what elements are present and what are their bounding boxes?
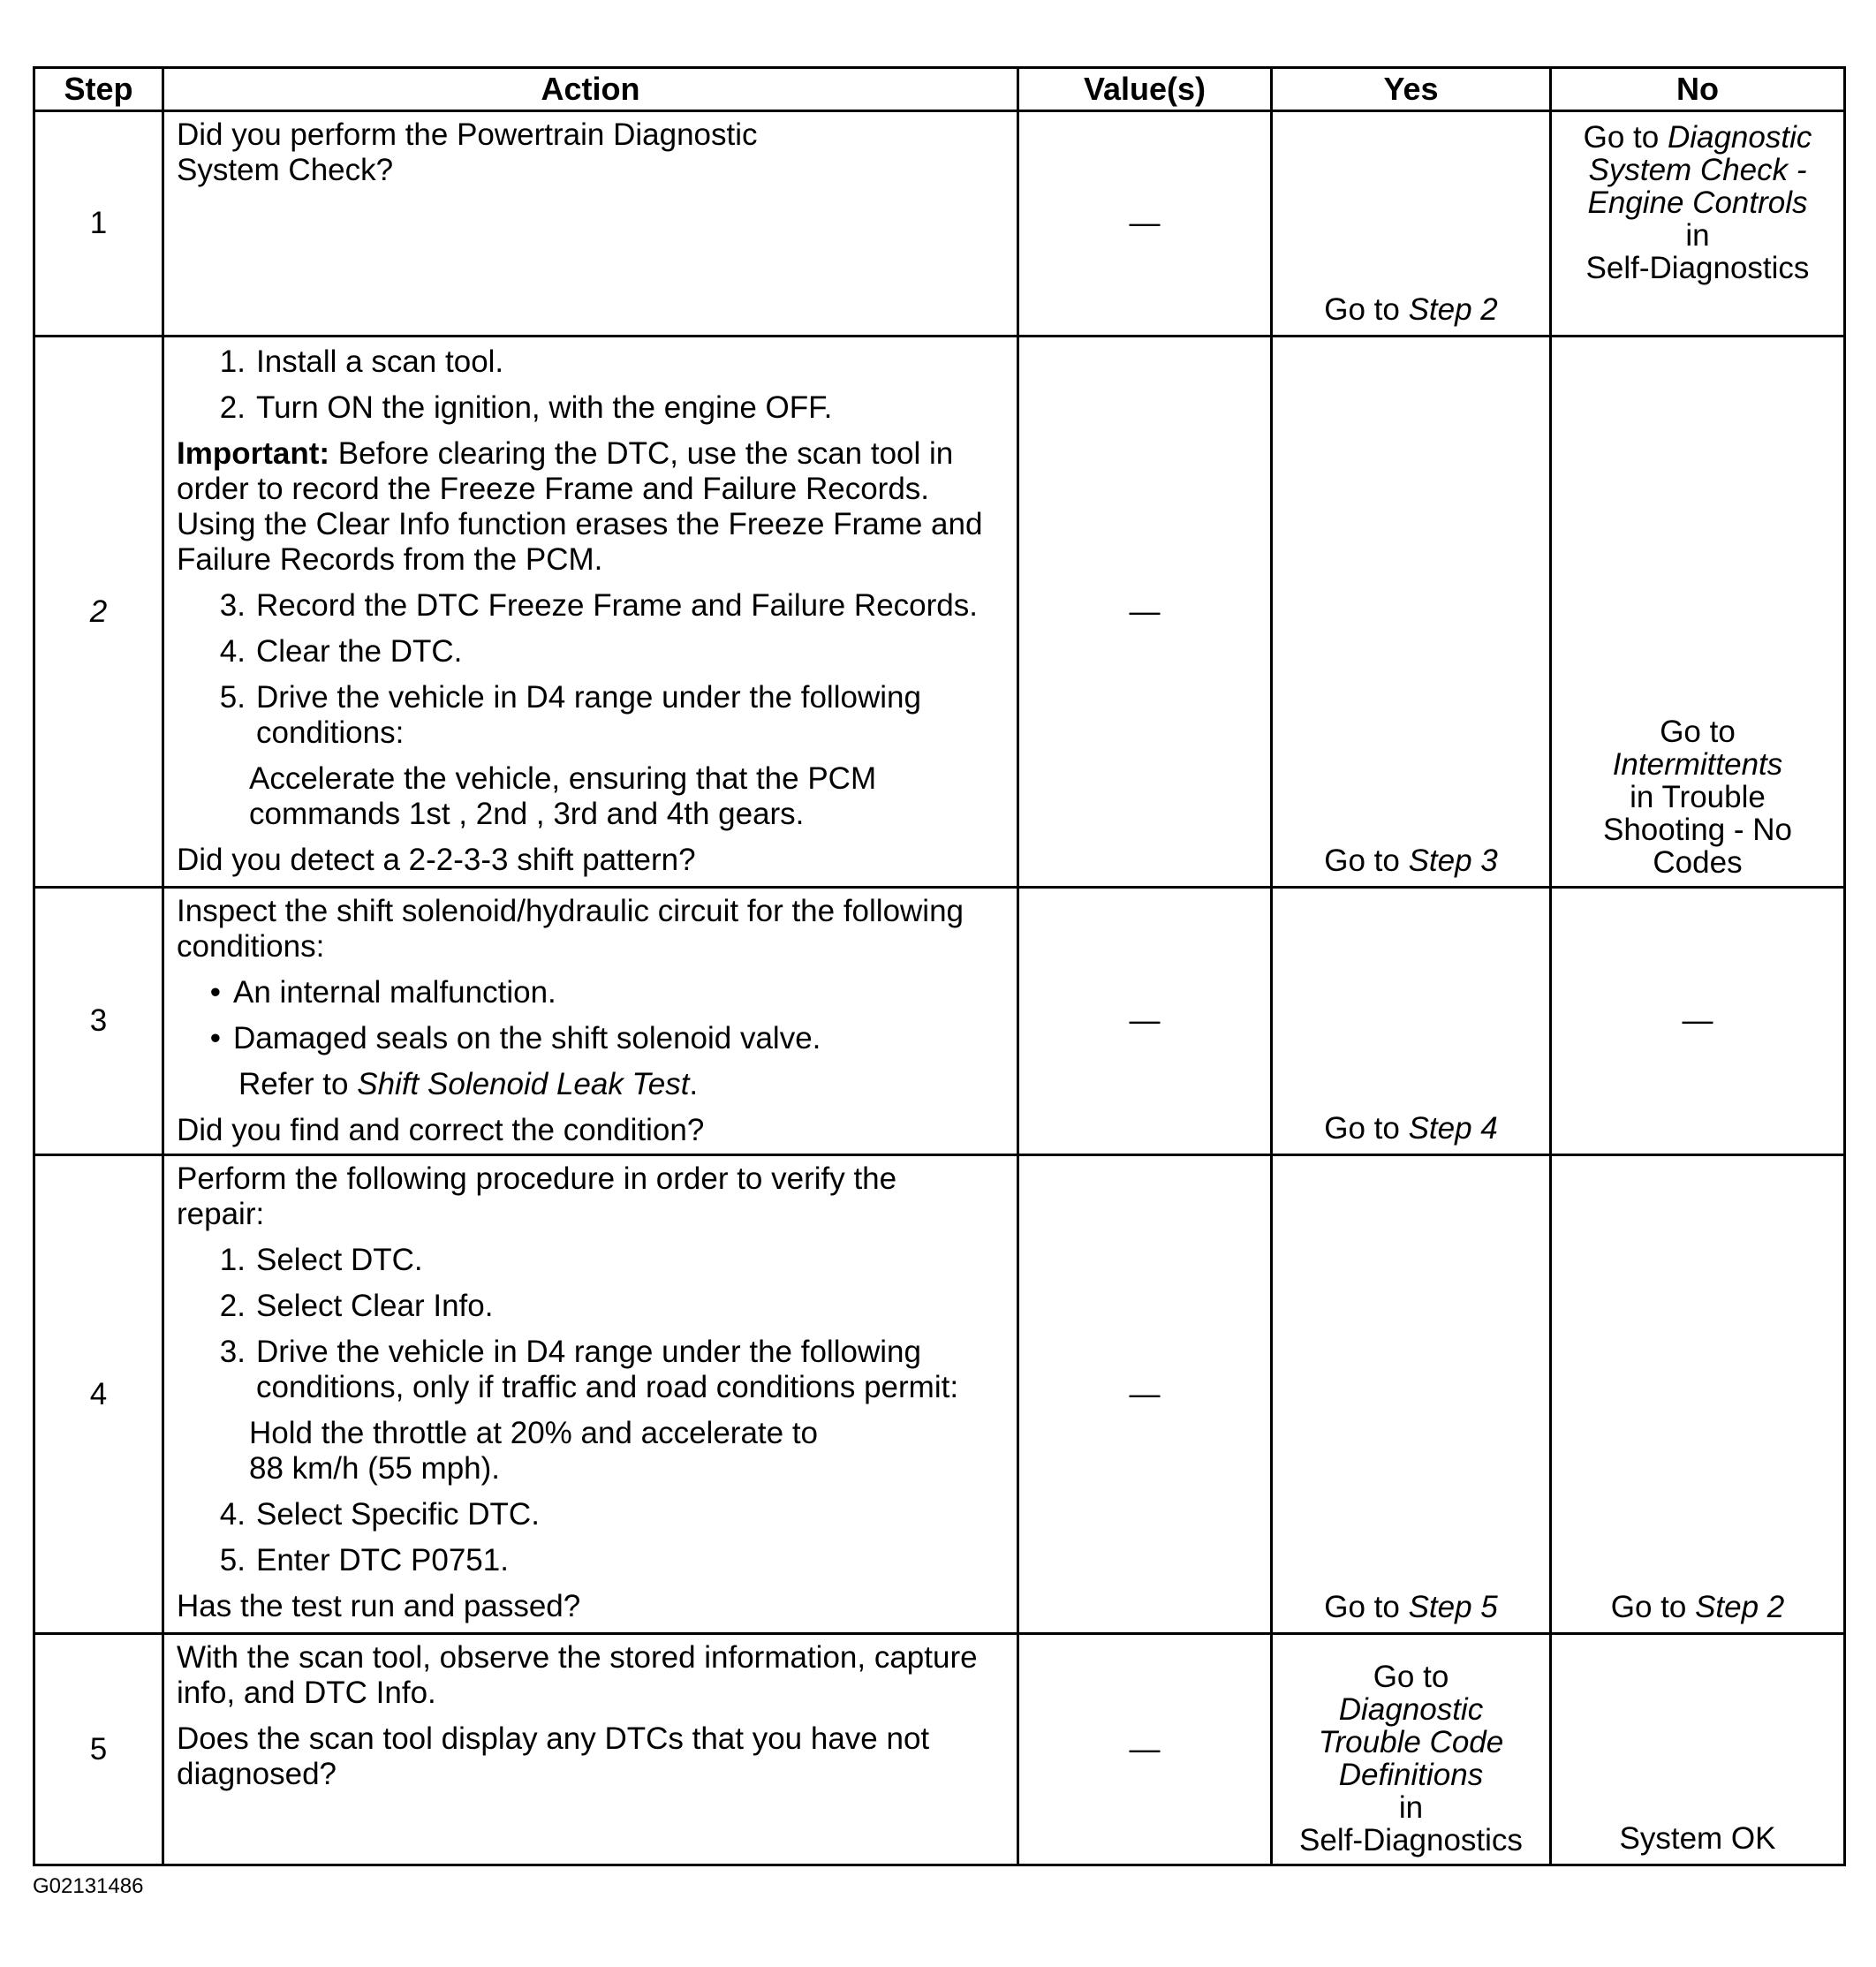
intro-text: Inspect the shift solenoid/hydraulic circuit for the following conditions:: [177, 894, 964, 964]
no-rest: in Trouble Shooting - No Codes: [1602, 780, 1793, 880]
list-item: 2. Turn ON the ignition, with the engine OFF.: [219, 390, 833, 425]
value-text: —: [1129, 1376, 1161, 1411]
value-text: —: [1129, 206, 1161, 240]
list-item: 3. Record the DTC Freeze Frame and Failure Records.: [219, 588, 978, 623]
list-item: 4. Clear the DTC.: [219, 634, 463, 669]
important-label: Important:: [177, 436, 330, 471]
list-item: 5. Drive the vehicle in D4 range under the following conditions:: [177, 680, 1006, 751]
list-item: 4. Select Specific DTC.: [219, 1497, 540, 1532]
table-row-step-4: [34, 1155, 1845, 1634]
no-link-diagnostic-system-check[interactable]: Diagnostic System Check - Engine Controls: [1587, 120, 1812, 220]
table-row-step-3: [34, 888, 1845, 1155]
yes-prefix: Go to: [1324, 1590, 1400, 1624]
list-item-text: Turn ON the ignition, with the engine OFF.: [256, 390, 833, 425]
yes-cell: [1272, 111, 1551, 337]
step-number: 3: [34, 888, 163, 1155]
yes-doc: Self-Diagnostics: [1299, 1823, 1523, 1857]
table-row-step-2: [34, 337, 1845, 888]
step-number: 1: [34, 111, 163, 337]
action-cell: [163, 111, 1018, 337]
value-text: —: [1129, 1731, 1161, 1767]
value-text: —: [1129, 594, 1161, 629]
action-cell: [163, 1634, 1018, 1865]
value-cell: [1018, 888, 1272, 1155]
no-cell: [1551, 111, 1845, 337]
action-cell: [163, 337, 1018, 888]
yes-link-step-3[interactable]: Step 3: [1408, 844, 1498, 878]
header-action: Action: [163, 68, 1018, 111]
question-text: Has the test run and passed?: [177, 1589, 581, 1623]
list-item: 3. Drive the vehicle in D4 range under the following conditions, only if traffic and road conditions permit:: [177, 1335, 1006, 1405]
no-prefix: Go to: [1583, 120, 1660, 155]
list-item: 2. Select Clear Info.: [219, 1289, 494, 1323]
yes-cell: [1272, 1155, 1551, 1634]
important-note: [177, 436, 1006, 578]
header-yes: Yes: [1272, 68, 1551, 111]
yes-cell: [1272, 337, 1551, 888]
no-text: System OK: [1619, 1821, 1776, 1856]
step-number: 5: [34, 1634, 163, 1865]
header-step: Step: [34, 68, 163, 111]
value-text: —: [1129, 1003, 1161, 1038]
intro-text: Perform the following procedure in order to verify the repair:: [177, 1161, 897, 1231]
intro-text: With the scan tool, observe the stored information, capture info, and DTC Info.: [177, 1640, 978, 1710]
no-link-intermittents[interactable]: Intermittents: [1612, 747, 1783, 782]
yes-cell: [1272, 888, 1551, 1155]
list-item-text: Clear the DTC.: [256, 634, 463, 669]
bullet-item: • An internal malfunction.: [209, 975, 556, 1010]
no-cell: [1551, 1155, 1845, 1634]
yes-link-dtc-definitions[interactable]: Diagnostic Trouble Code Definitions: [1318, 1692, 1504, 1792]
header-values: Value(s): [1018, 68, 1272, 111]
value-cell: [1018, 111, 1272, 337]
figure-id: G02131486: [33, 1874, 144, 1898]
important-text: Before clearing the DTC, use the scan tool in order to record the Freeze Frame and Failure Records. Using the Clear Info function erases the Freeze Frame and Failure Records from the PCM.: [177, 436, 983, 577]
sub-instruction: Accelerate the vehicle, ensuring that the PCM commands 1st , 2nd , 3rd and 4th gears.: [249, 761, 877, 831]
action-text: Did you perform the Powertrain Diagnostic System Check?: [177, 117, 758, 187]
list-item: 1. Install a scan tool.: [219, 344, 504, 379]
no-text: —: [1682, 1003, 1713, 1038]
question-text: Did you detect a 2-2-3-3 shift pattern?: [177, 843, 696, 877]
value-cell: [1018, 1634, 1272, 1865]
yes-link-step-2[interactable]: Step 2: [1408, 292, 1498, 327]
list-item-text: Install a scan tool.: [256, 344, 504, 379]
no-prefix: Go to: [1660, 715, 1736, 749]
list-item-text: Record the DTC Freeze Frame and Failure Records.: [256, 588, 978, 623]
list-item: 5. Enter DTC P0751.: [219, 1543, 509, 1577]
list-item-text: Select DTC.: [256, 1243, 423, 1277]
yes-prefix: Go to: [1324, 844, 1400, 878]
yes-cell: [1272, 1634, 1551, 1865]
list-item-text: Select Specific DTC.: [256, 1497, 540, 1532]
refer-prefix: Refer to: [238, 1067, 349, 1101]
yes-prefix: Go to: [1324, 1111, 1400, 1146]
action-cell: [163, 888, 1018, 1155]
header-row: [34, 68, 1845, 111]
list-item-text: Select Clear Info.: [256, 1289, 494, 1323]
no-cell: [1551, 888, 1845, 1155]
list-item-text: Drive the vehicle in D4 range under the following conditions:: [256, 680, 921, 750]
diagnostic-table: [33, 66, 1846, 1866]
value-cell: [1018, 337, 1272, 888]
no-cell: [1551, 337, 1845, 888]
yes-link-step-5[interactable]: Step 5: [1408, 1590, 1498, 1624]
no-link-step-2[interactable]: Step 2: [1695, 1590, 1785, 1624]
header-no: No: [1551, 68, 1845, 111]
list-item-text: Enter DTC P0751.: [256, 1543, 509, 1577]
yes-prefix: Go to: [1324, 292, 1400, 327]
bullet-text: An internal malfunction.: [233, 975, 556, 1010]
refer-link-shift-solenoid-leak-test[interactable]: Shift Solenoid Leak Test: [357, 1067, 690, 1101]
no-prefix: Go to: [1610, 1590, 1687, 1624]
step-number: 4: [34, 1155, 163, 1634]
question-text: Does the scan tool display any DTCs that you have not diagnosed?: [177, 1721, 930, 1791]
bullet-text: Damaged seals on the shift solenoid valve.: [233, 1021, 821, 1055]
sub-instruction: Hold the throttle at 20% and accelerate to 88 km/h (55 mph).: [249, 1416, 819, 1486]
yes-link-step-4[interactable]: Step 4: [1408, 1111, 1498, 1146]
no-in: in: [1685, 218, 1710, 253]
refer-note: Refer to Shift Solenoid Leak Test.: [238, 1067, 699, 1101]
list-item: 1. Select DTC.: [219, 1243, 423, 1277]
list-item-text: Drive the vehicle in D4 range under the following conditions, only if traffic and road conditions permit:: [256, 1335, 959, 1404]
question-text: Did you find and correct the condition?: [177, 1113, 705, 1147]
table-row-step-5: [34, 1634, 1845, 1865]
yes-in: in: [1398, 1790, 1424, 1825]
action-cell: [163, 1155, 1018, 1634]
no-cell: [1551, 1634, 1845, 1865]
step-number: 2: [34, 337, 163, 888]
bullet-item: • Damaged seals on the shift solenoid valve.: [209, 1021, 821, 1055]
no-doc: Self-Diagnostics: [1585, 251, 1810, 285]
table-row-step-1: [34, 111, 1845, 337]
value-cell: [1018, 1155, 1272, 1634]
yes-prefix: Go to: [1373, 1660, 1449, 1694]
